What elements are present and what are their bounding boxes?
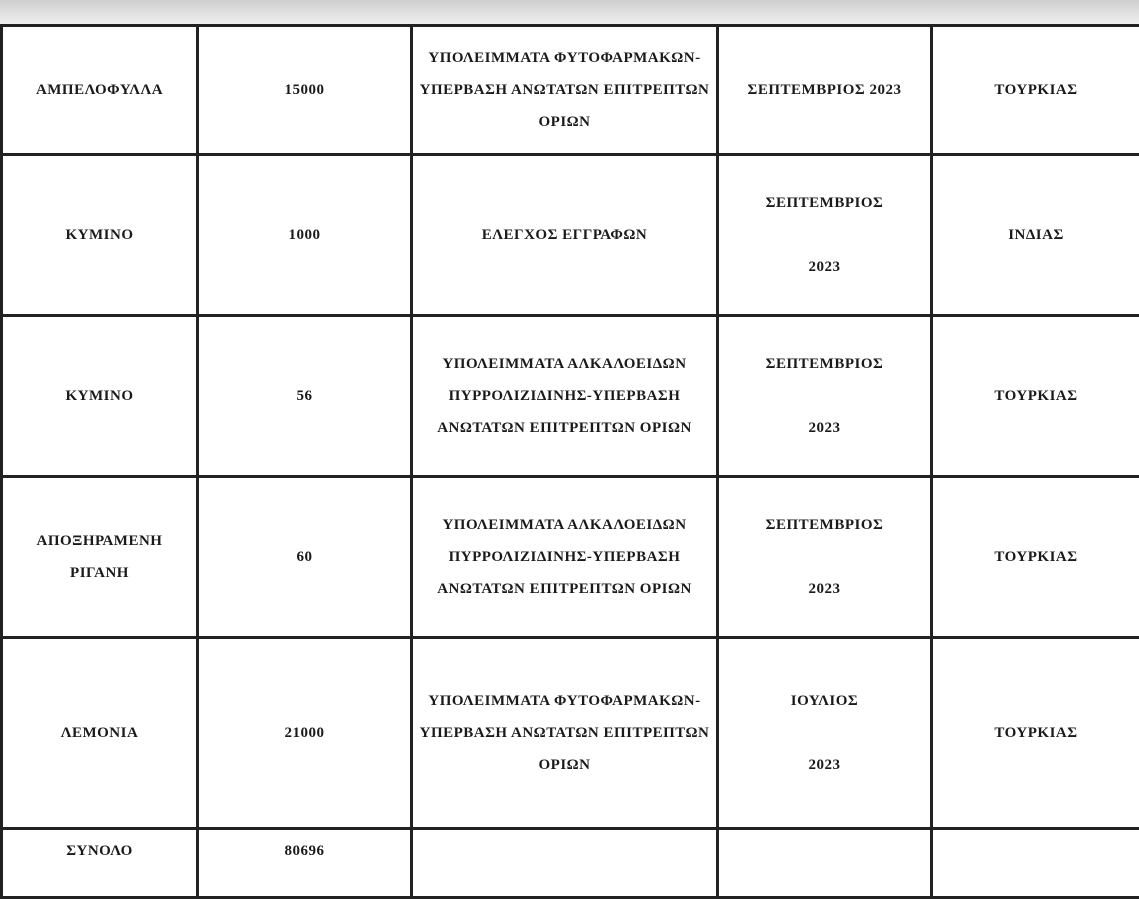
date-cell [718,638,932,829]
product-cell: ΑΜΠΕΛΟΦΥΛΛΑ [2,26,198,155]
total-row [2,829,1139,898]
table-row [2,155,1139,316]
country-cell: ΤΟΥΡΚΙΑΣ [932,638,1139,829]
quantity-cell: 15000 [198,26,412,155]
table-row [2,638,1139,829]
quantity-cell: 56 [198,316,412,477]
table-row [2,477,1139,638]
product-cell: ΑΠΟΞΗΡΑΜΕΝΗ ΡΙΓΑΝΗ [2,477,198,638]
year-text: 2023 [725,251,924,283]
empty-cell [932,829,1139,898]
date-cell [718,155,932,316]
month-text: ΙΟΥΛΙΟΣ [725,685,924,717]
date-cell [718,26,932,155]
empty-cell [718,829,932,898]
reason-cell: ΥΠΟΛΕΙΜΜΑΤΑ ΦΥΤΟΦΑΡΜΑΚΩΝ-ΥΠΕΡΒΑΣΗ ΑΝΩΤΑΤΩΝ ΕΠΙΤΡΕΠΤΩΝ ΟΡΙΩΝ [412,26,718,155]
total-label-cell: ΣΥΝΟΛΟ [2,829,198,898]
quantity-cell: 21000 [198,638,412,829]
date-cell [718,316,932,477]
product-cell: ΚΥΜΙΝΟ [2,316,198,477]
table-row [2,316,1139,477]
year-text: 2023 [725,412,924,444]
product-cell: ΛΕΜΟΝΙΑ [2,638,198,829]
reason-cell: ΥΠΟΛΕΙΜΜΑΤΑ ΑΛΚΑΛΟΕΙΔΩΝ ΠΥΡΡΟΛΙΖΙΔΙΝΗΣ-ΥΠΕΡΒΑΣΗ ΑΝΩΤΑΤΩΝ ΕΠΙΤΡΕΠΤΩΝ ΟΡΙΩΝ [412,316,718,477]
reason-cell: ΕΛΕΓΧΟΣ ΕΓΓΡΑΦΩΝ [412,155,718,316]
quantity-cell: 60 [198,477,412,638]
empty-cell [412,829,718,898]
reason-cell: ΥΠΟΛΕΙΜΜΑΤΑ ΑΛΚΑΛΟΕΙΔΩΝ ΠΥΡΡΟΛΙΖΙΔΙΝΗΣ-ΥΠΕΡΒΑΣΗ ΑΝΩΤΑΤΩΝ ΕΠΙΤΡΕΠΤΩΝ ΟΡΙΩΝ [412,477,718,638]
month-text: ΣΕΠΤΕΜΒΡΙΟΣ [725,187,924,219]
total-quantity-cell: 80696 [198,829,412,898]
month-text: ΣΕΠΤΕΜΒΡΙΟΣ [725,348,924,380]
table-row [2,26,1139,155]
country-cell: ΤΟΥΡΚΙΑΣ [932,316,1139,477]
month-text: ΣΕΠΤΕΜΒΡΙΟΣ [748,82,866,98]
quantity-cell: 1000 [198,155,412,316]
country-cell: ΤΟΥΡΚΙΑΣ [932,477,1139,638]
month-text: ΣΕΠΤΕΜΒΡΙΟΣ [725,509,924,541]
year-text: 2023 [869,82,901,98]
country-cell: ΤΟΥΡΚΙΑΣ [932,26,1139,155]
rejections-table [0,24,1139,899]
reason-cell: ΥΠΟΛΕΙΜΜΑΤΑ ΦΥΤΟΦΑΡΜΑΚΩΝ-ΥΠΕΡΒΑΣΗ ΑΝΩΤΑΤΩΝ ΕΠΙΤΡΕΠΤΩΝ ΟΡΙΩΝ [412,638,718,829]
country-cell: ΙΝΔΙΑΣ [932,155,1139,316]
year-text: 2023 [725,749,924,781]
viewer-top-bar [0,0,1139,26]
product-cell: ΚΥΜΙΝΟ [2,155,198,316]
date-cell [718,477,932,638]
year-text: 2023 [725,573,924,605]
